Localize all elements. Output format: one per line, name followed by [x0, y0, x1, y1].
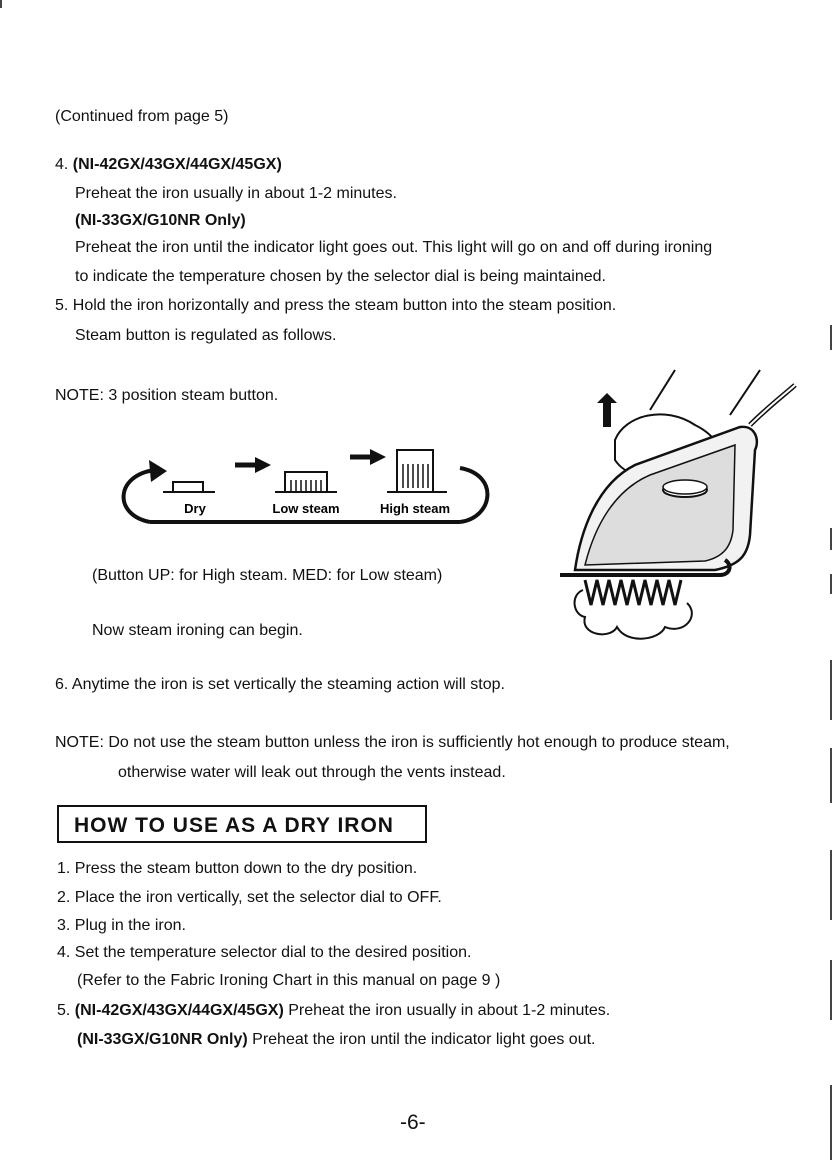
item-text: Preheat the iron until the indicator light goes out. — [247, 1031, 596, 1048]
step-4-text-2a: Preheat the iron until the indicator light goes out. This light will go on and off during ironing — [75, 239, 713, 256]
scan-edge-line — [830, 850, 832, 920]
dry-item-3 — [57, 916, 186, 936]
arrow-right-icon — [370, 449, 386, 465]
note-steam-button: NOTE: 3 position steam button. — [55, 387, 279, 404]
note-2-line-1: NOTE: Do not use the steam button unless the iron is sufficiently hot enough to produce steam, — [55, 734, 730, 751]
scan-edge-line — [830, 1085, 832, 1160]
scan-edge-line — [830, 660, 832, 720]
model-list: (NI-42GX/43GX/44GX/45GX) — [74, 1002, 284, 1019]
scan-edge-line — [0, 0, 2, 8]
arrowhead-icon — [149, 460, 167, 482]
step-number: 6. — [55, 676, 69, 693]
dry-button-shape — [173, 482, 203, 492]
item-number: 5. — [57, 1002, 71, 1019]
dry-item-4 — [57, 943, 471, 963]
scan-edge-line — [830, 574, 832, 594]
begin-text: Now steam ironing can begin. — [92, 622, 303, 639]
scan-edge-line — [830, 960, 832, 1020]
step-5-line-2: Steam button is regulated as follows. — [75, 327, 337, 344]
scan-edge-line — [830, 748, 832, 803]
step-5-line-1 — [55, 296, 616, 316]
model-list-2: (NI-33GX/G10NR Only) — [77, 1031, 248, 1048]
iron-illustration — [555, 365, 800, 665]
button-caption: (Button UP: for High steam. MED: for Low steam) — [92, 567, 443, 584]
step-number: 4. — [55, 156, 69, 173]
item-number: 4. — [57, 944, 71, 961]
dry-iron-heading: HOW TO USE AS A DRY IRON — [74, 814, 394, 837]
step-4-model-2: (NI-33GX/G10NR Only) — [75, 212, 246, 229]
dry-item-1 — [57, 859, 417, 879]
model-list: (NI-42GX/43GX/44GX/45GX) — [72, 156, 282, 173]
curved-arrow-left-icon — [124, 470, 155, 522]
item-number: 3. — [57, 917, 71, 934]
step-text: Anytime the iron is set vertically the steaming action will stop. — [71, 676, 505, 693]
label-high-steam: High steam — [379, 501, 451, 516]
dry-item-5 — [57, 1001, 610, 1021]
curved-arrow-right-icon — [460, 468, 487, 522]
item-text: Plug in the iron. — [74, 917, 186, 934]
up-arrow-icon — [597, 393, 617, 427]
step-6 — [55, 675, 505, 695]
item-text: Preheat the iron usually in about 1-2 minutes. — [283, 1002, 611, 1019]
label-low-steam: Low steam — [272, 501, 340, 516]
page-number: -6- — [400, 1111, 426, 1134]
dry-item-5-line-2 — [77, 1030, 595, 1050]
dry-item-4-sub: (Refer to the Fabric Ironing Chart in this manual on page 9 ) — [77, 972, 501, 989]
step-text: Hold the iron horizontally and press the steam button into the steam position. — [72, 297, 617, 314]
steam-icon — [585, 580, 681, 605]
item-text: Place the iron vertically, set the selector dial to OFF. — [74, 889, 442, 906]
arrow-right-icon — [255, 457, 271, 473]
continued-note: (Continued from page 5) — [55, 108, 229, 125]
step-4-text: Preheat the iron usually in about 1-2 minutes. — [75, 185, 397, 202]
scan-edge-line — [830, 325, 832, 350]
dry-item-2 — [57, 888, 442, 908]
label-dry: Dry — [184, 501, 206, 516]
item-text: Press the steam button down to the dry position. — [74, 860, 418, 877]
dry-iron-heading-box — [57, 805, 427, 843]
steam-button-diagram — [115, 440, 495, 540]
item-number: 1. — [57, 860, 71, 877]
item-text: Set the temperature selector dial to the desired position. — [74, 944, 472, 961]
step-4-header — [55, 155, 282, 175]
note-2-line-2: otherwise water will leak out through the vents instead. — [118, 764, 506, 781]
step-4-text-2b: to indicate the temperature chosen by the selector dial is being maintained. — [75, 268, 606, 285]
step-number: 5. — [55, 297, 69, 314]
item-number: 2. — [57, 889, 71, 906]
scan-edge-line — [830, 528, 832, 550]
